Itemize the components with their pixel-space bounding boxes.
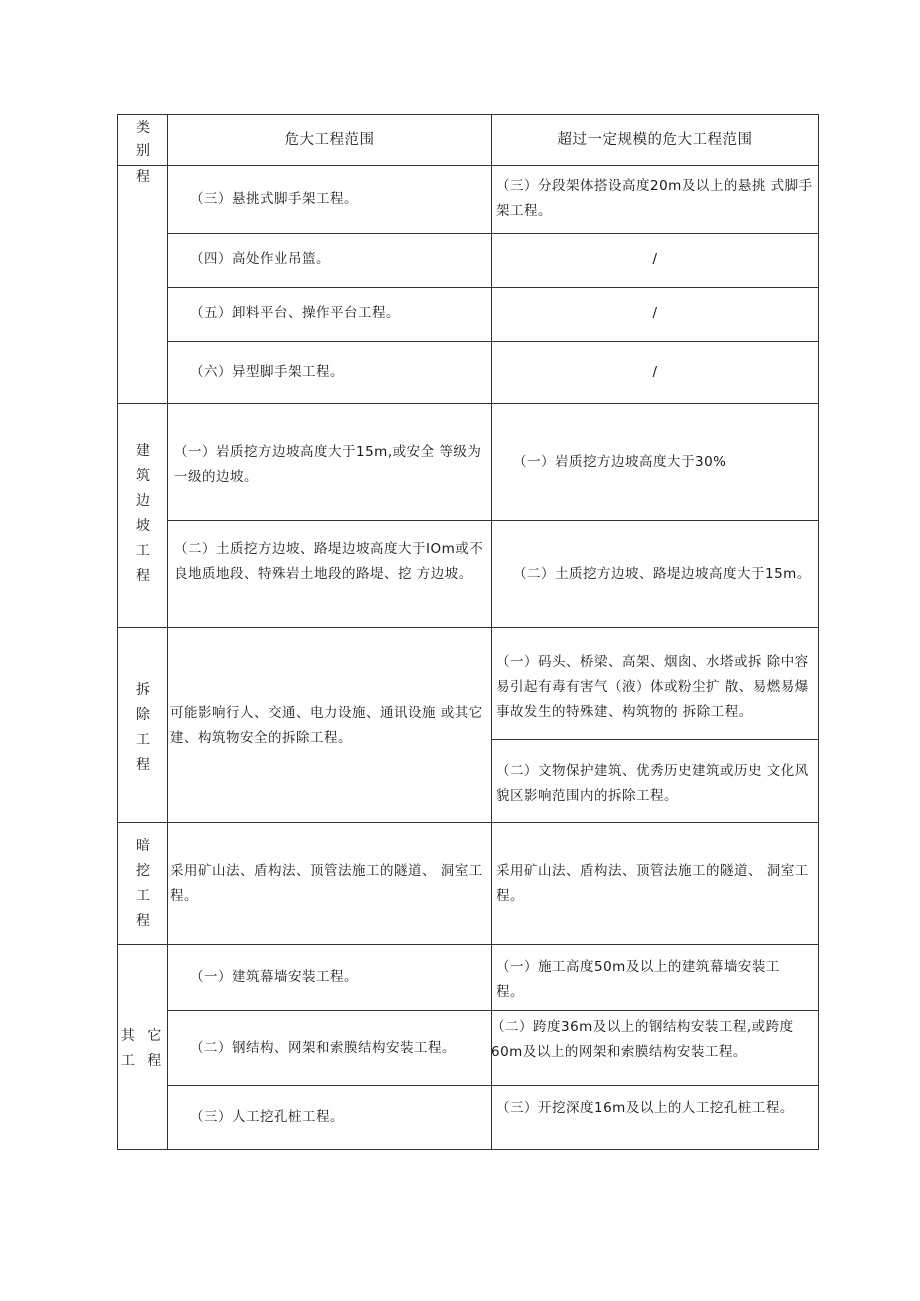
- other-category-line2: 工 程: [120, 1053, 166, 1069]
- tunnel-right: 采用矿山法、盾构法、顶管法施工的隧道、 洞室工程。: [496, 863, 809, 904]
- other-row-1-right: （一）施工高度50m及以上的建筑幕墙安装工程。: [496, 959, 780, 1000]
- header-scope: 危大工程范围: [284, 132, 375, 148]
- demolition-category: [118, 678, 168, 778]
- slope-row-2-left: （二）土质挖方边坡、路堤边坡高度大于IOm或不良地质地段、特殊岩土地段的路堤、挖 方边坡。: [174, 541, 484, 582]
- scaffold-row-3-left: （三）悬挑式脚手架工程。: [190, 191, 358, 207]
- other-row-3-right: （三）开挖深度16m及以上的人工挖孔桩工程。: [496, 1100, 794, 1116]
- other-category: [118, 1024, 168, 1074]
- other-row-2-right: （二）跨度36m及以上的钢结构安装工程,或跨度60m及以上的网架和索膜结构安装工程。: [491, 1019, 794, 1060]
- tunnel-left: 采用矿山法、盾构法、顶管法施工的隧道、 洞室工程。: [170, 863, 483, 904]
- demolition-row-1-right: （一）码头、桥梁、高架、烟囱、水塔或拆 除中容易引起有毒有害气（液）体或粉尘扩 散、易燃易爆事故发生的特殊建、构筑物的 拆除工程。: [496, 654, 809, 720]
- scaffold-category: 程: [136, 169, 150, 185]
- slope-row-1-left: （一）岩质挖方边坡高度大于15m,或安全 等级为一级的边坡。: [174, 444, 482, 485]
- demolition-left: 可能影响行人、交通、电力设施、通讯设施 或其它建、构筑物安全的拆除工程。: [170, 705, 483, 746]
- slope-row-2-right: （二）土质挖方边坡、路堤边坡高度大于15m。: [513, 566, 811, 582]
- other-row-2-left: （二）钢结构、网架和索膜结构安装工程。: [190, 1040, 456, 1056]
- section-divider: [118, 627, 818, 628]
- scaffold-row-5-left: （五）卸料平台、操作平台工程。: [190, 305, 400, 321]
- other-row-1-left: （一）建筑幕墙安装工程。: [190, 969, 358, 985]
- section-divider: [118, 403, 818, 404]
- header-over-scope: 超过一定规模的危大工程范围: [557, 132, 753, 148]
- header-category-text: 类别: [136, 120, 150, 159]
- section-divider: [118, 822, 818, 823]
- slope-row-1-right: （一）岩质挖方边坡高度大于30%: [513, 454, 727, 470]
- row-divider: [167, 233, 818, 234]
- slope-category: [118, 439, 168, 589]
- slope-category-text: 建筑边坡工程: [136, 443, 150, 584]
- other-category-line1: 其 它: [120, 1028, 166, 1044]
- tunnel-category-text: 暗挖工程: [136, 838, 150, 929]
- header-divider: [118, 165, 818, 166]
- column-divider-category: [167, 115, 168, 1149]
- header-category: [118, 117, 168, 163]
- hazard-scope-table: [117, 114, 819, 1150]
- scaffold-row-4-right: /: [652, 251, 658, 267]
- row-divider: [167, 520, 818, 521]
- demolition-row-2-right: （二）文物保护建筑、优秀历史建筑或历史 文化风貌区影响范围内的拆除工程。: [496, 763, 809, 804]
- section-divider: [118, 944, 818, 945]
- scaffold-row-3-right: （三）分段架体搭设高度20m及以上的悬挑 式脚手架工程。: [496, 178, 813, 219]
- scaffold-row-6-left: （六）异型脚手架工程。: [190, 364, 344, 380]
- row-divider: [491, 739, 818, 740]
- tunnel-category: [118, 834, 168, 934]
- row-divider: [167, 1085, 818, 1086]
- scaffold-row-4-left: （四）高处作业吊篮。: [190, 251, 330, 267]
- other-row-3-left: （三）人工挖孔桩工程。: [190, 1109, 344, 1125]
- scaffold-row-6-right: /: [652, 364, 658, 380]
- row-divider: [167, 341, 818, 342]
- row-divider: [167, 287, 818, 288]
- row-divider: [167, 1010, 818, 1011]
- demolition-category-text: 拆除工程: [136, 682, 150, 773]
- scaffold-row-5-right: /: [652, 305, 658, 321]
